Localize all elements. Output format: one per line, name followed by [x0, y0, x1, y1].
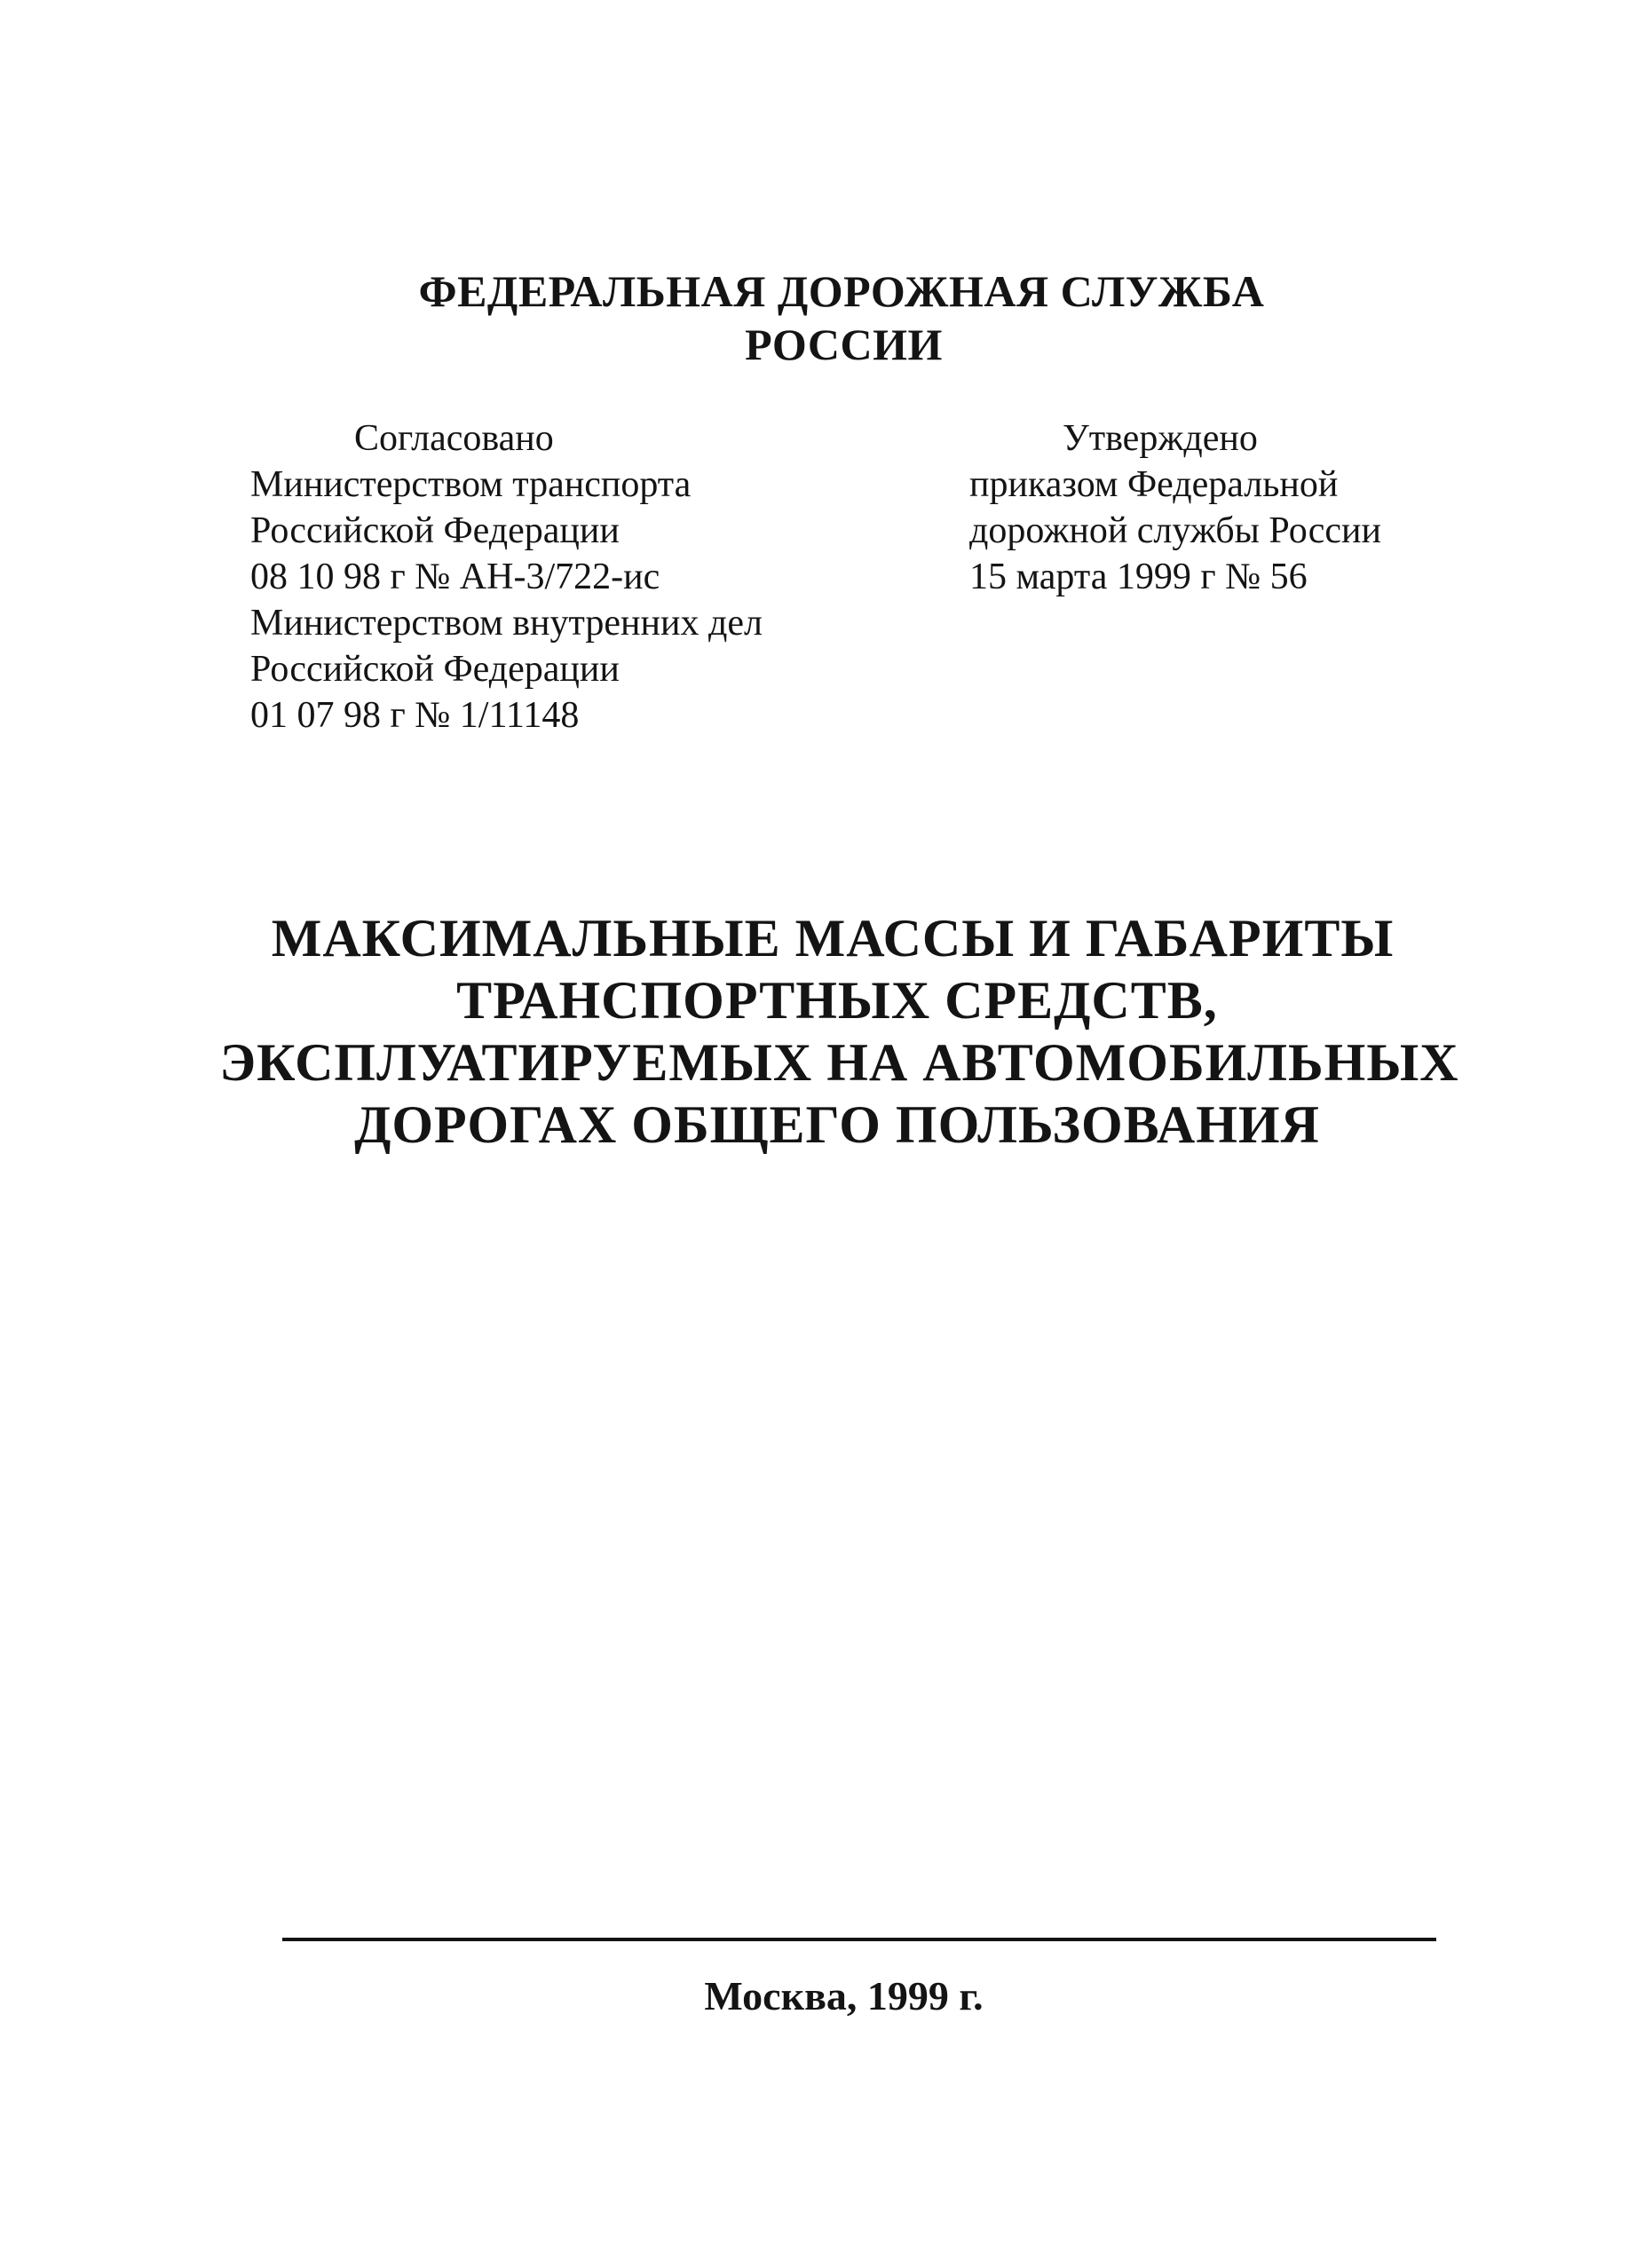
- footer-divider: [282, 1938, 1436, 1941]
- document-title: [0, 907, 1652, 1156]
- agreed-line: Министерством внутренних дел: [250, 603, 763, 644]
- agreed-line: Российской Федерации: [250, 649, 620, 690]
- agreed-block: [250, 415, 763, 739]
- approved-line: дорожной службы России: [969, 510, 1381, 551]
- approved-line: 15 марта 1999 г № 56: [969, 557, 1308, 597]
- title-line-1: МАКСИМАЛЬНЫЕ МАССЫ И ГАБАРИТЫ: [271, 909, 1395, 968]
- agreed-line: Российской Федерации: [250, 510, 620, 551]
- title-line-4: ДОРОГАХ ОБЩЕГО ПОЛЬЗОВАНИЯ: [354, 1095, 1320, 1154]
- header-line-1: ФЕДЕРАЛЬНАЯ ДОРОЖНАЯ СЛУЖБА: [418, 266, 1265, 316]
- approved-heading: Утверждено: [1063, 418, 1258, 459]
- title-line-3: ЭКСПЛУАТИРУЕМЫХ НА АВТОМОБИЛЬНЫХ: [219, 1033, 1459, 1092]
- title-line-2: ТРАНСПОРТНЫХ СРЕДСТВ,: [456, 971, 1218, 1030]
- agreed-heading: Согласовано: [354, 418, 554, 459]
- agreed-line: 01 07 98 г № 1/11148: [250, 695, 580, 736]
- agreed-line: 08 10 98 г № АН-3/722-ис: [250, 557, 660, 597]
- organization-header: [0, 265, 1652, 371]
- place-and-year: Москва, 1999 г.: [704, 1973, 984, 2018]
- header-line-2: РОССИИ: [745, 320, 943, 369]
- approved-block: [969, 415, 1381, 600]
- approved-line: приказом Федеральной: [969, 464, 1339, 505]
- agreed-line: Министерством транспорта: [250, 464, 692, 505]
